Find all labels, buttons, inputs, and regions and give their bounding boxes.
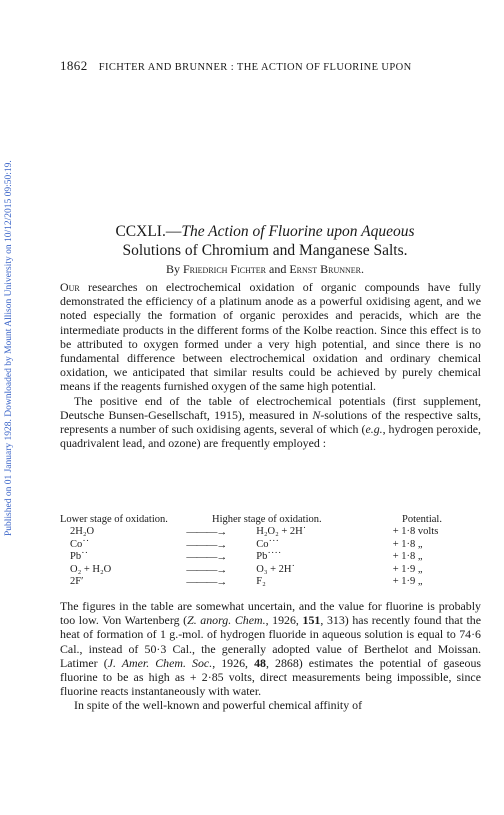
- title-line-2: Solutions of Chromium and Manganese Salts.: [122, 242, 408, 259]
- paragraph-2-italic-n: N: [312, 407, 321, 422]
- lead-word: Our: [60, 280, 80, 294]
- paragraph-2: [60, 394, 481, 451]
- reference-journal-1: Z. anorg. Chem.: [187, 613, 266, 628]
- cell-lower: 2H₂O: [70, 526, 95, 538]
- running-title: FICHTER AND BRUNNER : THE ACTION OF FLUORINE UPON: [98, 62, 412, 73]
- potential-table: [60, 514, 480, 588]
- download-note-text: Published on 01 January 1928. Downloaded by Mount Allison University on 10/12/2015 09:50:19.: [4, 160, 14, 536]
- title-dash: —: [165, 223, 182, 240]
- cell-higher: H₂O₂ + 2H˙: [256, 526, 307, 538]
- byline-by: By: [165, 262, 180, 276]
- cell-potential: + 1·9 „: [392, 563, 423, 575]
- author-1: Friedrich Fichter: [182, 262, 266, 276]
- paragraph-3: [60, 599, 481, 698]
- paragraph-2-part: The positive end of the table of electrochemical potentials (first supplement, Deutsche Bunsen-Gesellschaft, 1915), measured in: [60, 393, 481, 422]
- table-row: [60, 551, 480, 563]
- cell-higher: Pb˙˙˙˙: [256, 551, 282, 563]
- article-title: [55, 222, 475, 260]
- title-text-1: The Action of Fluorine upon Aqueous: [181, 223, 415, 240]
- byline-and: and: [269, 262, 287, 276]
- paragraph-1: [60, 280, 481, 394]
- table-row: [60, 539, 480, 551]
- paragraph-1-text: researches on electrochemical oxidation of organic compounds have fully demonstrated the efficiency of a platinum anode as a powerful oxidising agent, and we noted especially the formation of organic peroxides and peracids, which are the intermediate products in the different forms of the Kolbe reaction. Since this effect is to be attributed to oxygen formed under a very high potential, and since there is no fundamental difference between electrochemical oxidation and ordinary chemical oxidation, we anticipated that similar results could be achieved by purely chemical means if the reagents furnished oxygen of the same high potential.: [60, 280, 481, 394]
- table-row: [60, 576, 480, 588]
- cell-potential: + 1·9 „: [392, 576, 423, 588]
- paragraph-3-part: The figures in the table are somewhat uncertain, and the value for fluorine is probably too low. Von Wartenberg (: [60, 599, 481, 628]
- cell-higher: F₂: [256, 576, 266, 588]
- table-row: [60, 526, 480, 538]
- title-number: CCXLI.: [115, 223, 166, 240]
- arrow-icon: ———→: [186, 526, 227, 539]
- paragraph-3-part: , 2868) estimates the potential of gaseous fluorine to be as high as + 2·85 volts, direct measurements being impossible, since fluorine reacts instantaneously with water.: [60, 655, 482, 699]
- reference-volume-1: 151: [302, 613, 321, 628]
- table-row: [60, 564, 480, 576]
- paragraph-3-part: , 1926,: [265, 613, 303, 628]
- paragraph-2-eg: e.g.: [365, 422, 383, 437]
- arrow-icon: ———→: [186, 551, 227, 564]
- title-line-1: [55, 222, 475, 241]
- body-text-upper: [60, 280, 481, 450]
- cell-higher: Co˙˙˙: [256, 538, 280, 550]
- header-potential: Potential.: [402, 514, 442, 525]
- cell-potential: + 1·8 volts: [392, 526, 439, 538]
- reference-journal-2: J. Amer. Chem. Soc.: [107, 655, 213, 670]
- byline: [55, 262, 475, 277]
- paragraph-3-part: , 1926,: [212, 655, 255, 670]
- paragraph-4: In spite of the well-known and powerful chemical affinity of: [74, 698, 363, 713]
- cell-lower: Co˙˙: [70, 538, 90, 550]
- paragraph-2-part: , hydrogen peroxide, quadrivalent lead, and ozone) are frequently employed :: [60, 422, 482, 451]
- paragraph-3-part: , 313) has recently found that the heat of formation of 1 g.-mol. of hydrogen fluoride in aqueous solution is equal to 74·6 Cal., instead of 50·3 Cal., the generally adopted value of Berthelot and Moissan. Latimer (: [60, 613, 482, 670]
- cell-lower: O₂ + H₂O: [70, 563, 112, 575]
- cell-lower: 2F′: [70, 576, 84, 588]
- running-head: [60, 58, 480, 74]
- cell-higher: O₃ + 2H˙: [256, 563, 296, 575]
- page-number: 1862: [60, 58, 88, 73]
- arrow-icon: ———→: [186, 538, 227, 551]
- arrow-icon: ———→: [186, 563, 227, 576]
- header-higher: Higher stage of oxidation.: [212, 514, 322, 525]
- download-watermark: [4, 96, 18, 536]
- arrow-icon: ———→: [186, 576, 227, 589]
- header-lower: Lower stage of oxidation.: [60, 514, 168, 525]
- body-text-lower: [60, 599, 481, 713]
- paragraph-2-part: -solutions of the respective salts, represents a number of such oxidising agents, several of which (: [60, 407, 481, 437]
- table-header: [60, 514, 480, 526]
- cell-potential: + 1·8 „: [392, 538, 423, 550]
- cell-lower: Pb˙˙: [70, 551, 89, 563]
- author-2: Ernst Brunner.: [289, 262, 365, 276]
- cell-potential: + 1·8 „: [392, 551, 423, 563]
- reference-volume-2: 48: [254, 655, 266, 670]
